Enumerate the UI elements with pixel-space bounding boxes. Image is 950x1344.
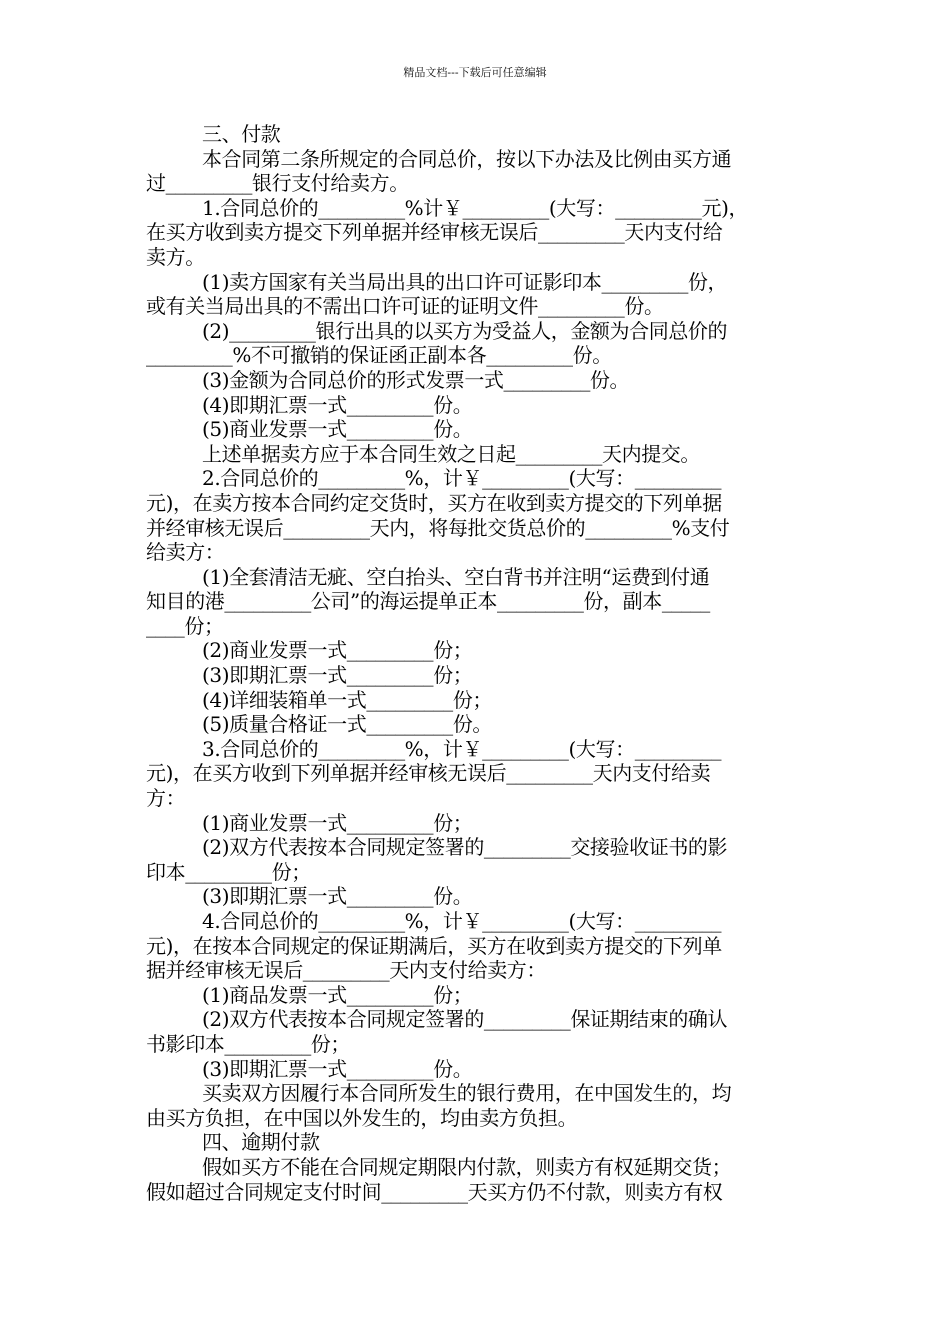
text-line: 3.合同总价的_________%，计￥_________(大写：_________ bbox=[202, 736, 722, 761]
text-line: 1.合同总价的_________%计￥_________(大写：_________元)， bbox=[202, 195, 749, 220]
page-header: 精品文档---下载后可任意编辑 bbox=[403, 66, 547, 79]
text-line: (1)商业发票一式_________份； bbox=[202, 810, 473, 835]
text-line: _________%不可撤销的保证函正副本各_________份。 bbox=[146, 343, 612, 368]
text-line: (3)金额为合同总价的形式发票一式_________份。 bbox=[202, 367, 630, 392]
text-line: 元)，在按本合同规定的保证期满后，买方在收到卖方提交的下列单 bbox=[146, 933, 722, 958]
text-line: (1)卖方国家有关当局出具的出口许可证影印本_________份， bbox=[202, 269, 728, 294]
text-line: 四、逾期付款 bbox=[202, 1130, 320, 1155]
text-line: 假如买方不能在合同规定期限内付款，则卖方有权延期交货； bbox=[202, 1154, 732, 1179]
text-line: (2)双方代表按本合同规定签署的_________交接验收证书的影 bbox=[202, 835, 728, 860]
text-line: (1)商品发票一式_________份； bbox=[202, 982, 473, 1007]
text-line: (3)即期汇票一式_________份。 bbox=[202, 1056, 473, 1081]
text-line: 三、付款 bbox=[202, 122, 281, 146]
text-line: 4.合同总价的_________%，计￥_________(大写：_________ bbox=[202, 909, 722, 933]
text-line: 买卖双方因履行本合同所发生的银行费用，在中国发生的，均 bbox=[202, 1081, 732, 1106]
text-line: 本合同第二条所规定的合同总价，按以下办法及比例由买方通 bbox=[202, 146, 732, 171]
text-line: (5)质量合格证一式_________份。 bbox=[202, 712, 492, 737]
text-line: 卖方。 bbox=[146, 244, 205, 269]
contract-body bbox=[146, 122, 810, 1204]
text-line: (1)全套清洁无疵、空白抬头、空白背书并注明“运费到付通 bbox=[202, 564, 710, 589]
text-line: 据并经审核无误后_________天内支付给卖方： bbox=[146, 958, 546, 983]
text-line: 并经审核无误后_________天内，将每批交货总价的_________%支付 bbox=[146, 515, 730, 540]
text-line: 元)，在买方收到下列单据并经审核无误后_________天内支付给卖 bbox=[146, 761, 711, 786]
text-line: 在买方收到卖方提交下列单据并经审核无误后_________天内支付给 bbox=[146, 220, 723, 245]
text-line: 知目的港_________公司”的海运提单正本_________份，副本_____ bbox=[146, 589, 710, 614]
text-line: (4)详细装箱单一式_________份； bbox=[202, 687, 492, 712]
text-line: 元)，在卖方按本合同约定交货时，买方在收到卖方提交的下列单据 bbox=[146, 490, 722, 515]
text-line: 印本_________份； bbox=[146, 859, 311, 884]
text-line: (2)_________银行出具的以买方为受益人，金额为合同总价的 bbox=[202, 318, 728, 343]
text-line: 书影印本_________份； bbox=[146, 1031, 350, 1056]
text-line: 方： bbox=[146, 786, 186, 811]
text-line: (3)即期汇票一式_________份； bbox=[202, 663, 473, 688]
text-line: 2.合同总价的_________%，计￥_________(大写：_________ bbox=[202, 466, 722, 491]
text-line: (3)即期汇票一式_________份。 bbox=[202, 884, 473, 909]
text-line: 给卖方： bbox=[146, 540, 225, 565]
text-line: 假如超过合同规定支付时间_________天买方仍不付款，则卖方有权 bbox=[146, 1179, 723, 1204]
text-line: 上述单据卖方应于本合同生效之日起_________天内提交。 bbox=[202, 441, 700, 466]
text-line: (2)双方代表按本合同规定签署的_________保证期结束的确认 bbox=[202, 1007, 728, 1032]
text-line: ____份； bbox=[146, 613, 224, 638]
text-line: (2)商业发票一式_________份； bbox=[202, 638, 473, 663]
text-line: 由买方负担，在中国以外发生的，均由卖方负担。 bbox=[146, 1105, 578, 1130]
text-line: (4)即期汇票一式_________份。 bbox=[202, 392, 473, 417]
text-line: 或有关当局出具的不需出口许可证的证明文件_________份。 bbox=[146, 294, 664, 319]
text-line: 过_________银行支付给卖方。 bbox=[146, 171, 409, 196]
text-line: (5)商业发票一式_________份。 bbox=[202, 417, 473, 442]
